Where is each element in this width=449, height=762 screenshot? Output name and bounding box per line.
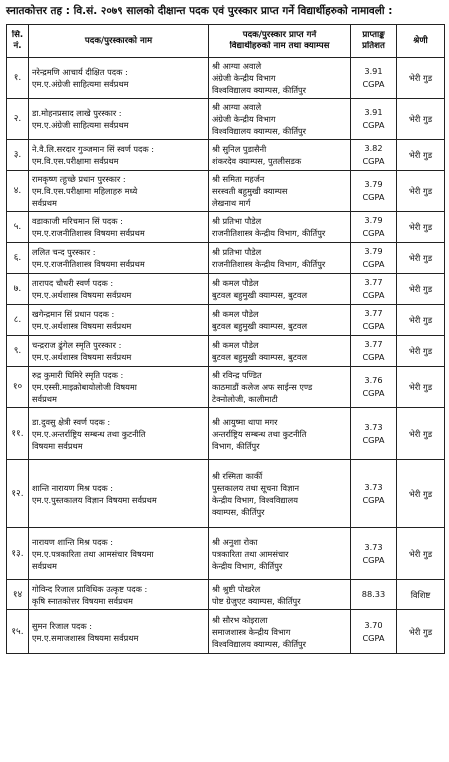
student-line: काठमाडौं कलेज अफ साईन्स एण्ड [212,382,313,392]
award-cell [29,171,209,212]
student-cell [209,212,351,243]
score-cell [351,367,397,408]
student-line: क्याम्पस, कीर्तिपुर [212,506,265,517]
award-line: विषयमा सर्वप्रथम [32,440,83,451]
score-line: CGPA [362,290,385,300]
award-line: तारापद चौधरी स्वर्ण पदक : [32,278,114,288]
award-line: नारायण शान्ति मिश्र पदक : [32,536,114,547]
table-row [7,243,445,274]
awards-table [6,24,445,654]
score-line: CGPA [362,192,385,202]
serial-number-cell: ११. [7,408,29,460]
score-line: 3.73 [364,541,383,552]
grade-cell: विशिष्ट [397,580,445,610]
serial-number-cell: ९. [7,336,29,367]
award-line: ने.वै.लि.सरदार गुञ्जमान सिं स्वर्ण पदक : [32,144,154,154]
award-line: एम.ए.पत्रकारिता तथा आमसंचार विषयमा [32,548,154,559]
award-cell [29,58,209,99]
student-line: सरस्वती बहुमुखी क्याम्पस [212,186,288,196]
score-line: 88.33 [361,589,386,599]
award-line: खगेन्द्रमान सिं प्रधान पदक : [32,309,115,319]
student-cell [209,528,351,580]
header-grade: श्रेणी [397,25,445,58]
award-line: कृषि स्नातकोत्तर विषयमा सर्वप्रथम [32,595,133,606]
award-line: एम.ए.अर्थशास्त्र विषयमा सर्वप्रथम [32,290,132,300]
student-line: श्री अनुशा रोका [212,536,258,547]
award-line: चन्द्रराज ढुंगेल स्मृति पुरस्कार : [32,340,122,350]
table-row [7,460,445,528]
serial-number-cell: ४. [7,171,29,212]
student-line: केन्द्रीय विभाग, कीर्तिपुर [212,560,283,571]
award-cell [29,460,209,528]
student-line: शंकरदेव क्याम्पस, पुतलीसडक [212,156,302,166]
serial-number-cell: ५. [7,212,29,243]
student-line: राजनीतिशास्त्र केन्द्रीय विभाग, कीर्तिपुर [212,259,326,269]
score-line: 3.79 [364,246,383,256]
award-line: एम.एस्सी.माइक्रोबायोलोजी विषयमा [32,382,137,392]
student-line: विश्वविद्यालय क्याम्पस, कीर्तिपुर [212,85,307,95]
score-cell [351,305,397,336]
score-cell [351,140,397,171]
score-line: CGPA [362,259,385,269]
student-line: श्री श्रुष्टी पोखरेल [212,583,261,594]
score-cell [351,336,397,367]
serial-number-cell: ६. [7,243,29,274]
award-line: डा.दुवसु क्षेत्री स्वर्ण पदक : [32,416,111,427]
student-line: श्री कमल पौडेल [212,340,259,350]
grade-cell: भेरी गुड [397,99,445,140]
award-cell [29,212,209,243]
header-award: पदक/पुरस्कारको नाम [29,25,209,58]
student-line: पोष्ट ग्रेजुएट क्याम्पस, कीर्तिपुर [212,595,301,606]
student-cell [209,336,351,367]
award-cell [29,408,209,460]
student-cell [209,367,351,408]
student-line: श्री आयुष्मा थापा मगर [212,416,278,427]
score-cell [351,171,397,212]
student-line: विश्वविद्यालय क्याम्पस, कीर्तिपुर [212,126,307,136]
serial-number-cell: ३. [7,140,29,171]
score-line: CGPA [362,632,385,643]
score-line: 3.79 [364,215,383,225]
award-line: एम.ए.राजनीतिशास्त्र विषयमा सर्वप्रथम [32,228,145,238]
student-line: श्री आग्या अवाले [212,61,262,71]
student-cell [209,580,351,610]
student-line: अन्तर्राष्ट्रिय सम्बन्ध तथा कुटनीति [212,428,307,439]
score-line: CGPA [362,156,385,166]
grade-cell: भेरी गुड [397,336,445,367]
award-cell [29,99,209,140]
student-line: श्री कमल पौडेल [212,309,259,319]
student-line: पत्रकारिता तथा आमसंचार [212,548,289,559]
award-line: गोविन्द रिजाल प्राविधिक उत्कृष्ट पदक : [32,583,148,594]
award-line: सर्वप्रथम [32,560,57,571]
award-line: एम.ए.अंग्रेजी साहित्यमा सर्वप्रथम [32,79,129,89]
student-line: राजनीतिशास्त्र केन्द्रीय विभाग, कीर्तिपुर [212,228,326,238]
serial-number-cell: १३. [7,528,29,580]
score-line: CGPA [362,120,385,130]
award-line: रामकृष्ण त्हुच्छे प्रधान पुरस्कार : [32,174,126,184]
score-line: 3.77 [364,308,383,318]
award-line: सुमन रिजाल पदक : [32,620,93,631]
table-row [7,610,445,654]
award-line: नरेन्द्रमणि आचार्य दीक्षित पदक : [32,67,128,77]
table-row [7,99,445,140]
serial-number-cell: ७. [7,274,29,305]
student-line: श्री सौरभ कोइराला [212,614,268,625]
score-cell [351,580,397,610]
score-cell [351,58,397,99]
award-line: डा.मोहनप्रसाद लाखे पुरस्कार : [32,108,122,118]
award-cell [29,367,209,408]
award-line: एम.ए.राजनीतिशास्त्र विषयमा सर्वप्रथम [32,259,145,269]
student-line: श्री सुनिल पुडासैनी [212,144,267,154]
serial-number-cell: १४ [7,580,29,610]
score-line: 3.77 [364,277,383,287]
student-cell [209,140,351,171]
student-line: श्री प्रतिभा पौडेल [212,247,262,257]
score-cell [351,528,397,580]
student-line: बुटवल बहुमुखी क्याम्पस, बुटवल [212,352,308,362]
student-cell [209,274,351,305]
header-score-line: प्राप्ताङ्क [362,30,385,40]
header-serial-line: नं. [13,41,22,51]
score-line: CGPA [362,434,385,445]
grade-cell: भेरी गुड [397,408,445,460]
grade-cell: भेरी गुड [397,274,445,305]
score-cell [351,408,397,460]
award-line: वडाकाजी मरिचमान सिं पदक : [32,216,123,226]
student-cell [209,610,351,654]
award-cell [29,580,209,610]
award-line: एम.ए.अर्थशास्त्र विषयमा सर्वप्रथम [32,352,132,362]
student-line: श्री रविन्द्र पण्डित [212,370,262,380]
student-line: टेक्नोलोजी, कालीमाटी [212,394,278,404]
table-row [7,58,445,99]
header-serial-line: सि. [11,30,24,40]
score-line: CGPA [362,352,385,362]
score-cell [351,274,397,305]
award-line: ललित चन्द पुरस्कार : [32,247,96,257]
student-line: बुटवल बहुमुखी क्याम्पस, बुटवल [212,290,308,300]
serial-number-cell: १२. [7,460,29,528]
student-cell [209,408,351,460]
page-title: स्नातकोत्तर तह : वि.सं. २०७९ सालको दीक्षान्त पदक एवं पुरस्कार प्राप्त गर्ने विद्यार्थीहरुको नामावली : [6,5,393,17]
score-cell [351,212,397,243]
score-cell [351,460,397,528]
student-line: केन्द्रीय विभाग, विश्वविद्यालय [212,494,298,505]
score-line: 3.73 [364,421,383,432]
header-student-line: पदक/पुरस्कार प्राप्त गर्ने [242,30,317,40]
student-line: अंग्रेजी केन्द्रीय विभाग [212,114,276,124]
student-line: बुटवल बहुमुखी क्याम्पस, बुटवल [212,321,308,331]
student-cell [209,243,351,274]
student-cell [209,171,351,212]
student-cell [209,58,351,99]
grade-cell: भेरी गुड [397,367,445,408]
score-line: 3.82 [364,143,383,153]
serial-number-cell: १५. [7,610,29,654]
student-line: श्री आग्या अवाले [212,102,262,112]
table-row [7,171,445,212]
award-line: एम.वि.एस.परीक्षामा महिलाहरु मध्ये [32,186,138,196]
table-row [7,408,445,460]
student-line: श्री रस्मिता कार्की [212,470,263,481]
score-line: 3.91 [364,66,383,76]
score-line: CGPA [362,321,385,331]
student-line: पुस्तकालय तथा सूचना विज्ञान [212,482,300,493]
award-cell [29,336,209,367]
student-line: अंग्रेजी केन्द्रीय विभाग [212,73,276,83]
student-cell [209,305,351,336]
table-header-row [7,25,445,58]
student-line: विभाग, कीर्तिपुर [212,440,260,451]
award-line: सर्वप्रथम [32,198,57,208]
grade-cell: भेरी गुड [397,243,445,274]
award-cell [29,305,209,336]
award-cell [29,274,209,305]
student-line: लेखनाथ मार्ग [212,198,251,208]
score-line: CGPA [362,554,385,565]
award-line: सर्वप्रथम [32,394,57,404]
serial-number-cell: ८. [7,305,29,336]
table-row [7,367,445,408]
score-line: CGPA [362,228,385,238]
award-line: एम.ए.अंग्रेजी साहित्यमा सर्वप्रथम [32,120,129,130]
grade-cell: भेरी गुड [397,140,445,171]
student-cell [209,99,351,140]
student-line: समाजशास्त्र केन्द्रीय विभाग [212,626,291,637]
grade-cell: भेरी गुड [397,610,445,654]
score-cell [351,99,397,140]
header-student [209,25,351,58]
score-line: 3.73 [364,481,383,492]
table-row [7,140,445,171]
header-score [351,25,397,58]
student-line: श्री प्रतिभा पौडेल [212,216,262,226]
award-line: एम.ए.अन्तर्राष्ट्रिय सम्बन्ध तथा कुटनीति [32,428,146,439]
serial-number-cell: २. [7,99,29,140]
student-line: विश्वविद्यालय क्याम्पस, कीर्तिपुर [212,638,307,649]
award-line: एम.वि.एस.परीक्षामा सर्वप्रथम [32,156,119,166]
grade-cell: भेरी गुड [397,212,445,243]
award-line: रुद्र कुमारी घिमिरे स्मृति पदक : [32,370,124,380]
award-cell [29,140,209,171]
table-row [7,528,445,580]
score-line: 3.70 [364,619,383,630]
grade-cell: भेरी गुड [397,460,445,528]
score-line: CGPA [362,494,385,505]
grade-cell: भेरी गुड [397,528,445,580]
score-cell [351,243,397,274]
score-line: CGPA [362,79,385,89]
table-row [7,336,445,367]
score-cell [351,610,397,654]
table-row [7,580,445,610]
score-line: 3.77 [364,339,383,349]
grade-cell: भेरी गुड [397,171,445,212]
student-line: श्री कमल पौडेल [212,278,259,288]
score-line: 3.76 [364,375,383,385]
serial-number-cell: १० [7,367,29,408]
serial-number-cell: १. [7,58,29,99]
grade-cell: भेरी गुड [397,58,445,99]
score-line: CGPA [362,388,385,398]
student-line: श्री समिता महर्जन [212,174,265,184]
award-line: एम.ए.समाजशास्त्र विषयमा सर्वप्रथम [32,632,139,643]
award-line: एम.ए.पुस्तकालय विज्ञान विषयमा सर्वप्रथम [32,494,157,505]
award-cell [29,528,209,580]
header-serial [7,25,29,58]
student-cell [209,460,351,528]
table-row [7,305,445,336]
award-line: एम.ए.अर्थशास्त्र विषयमा सर्वप्रथम [32,321,132,331]
table-row [7,212,445,243]
header-score-line: प्रतिशत [362,41,385,51]
score-line: 3.91 [364,107,383,117]
grade-cell: भेरी गुड [397,305,445,336]
score-line: 3.79 [364,179,383,189]
award-cell [29,610,209,654]
table-row [7,274,445,305]
header-student-line: विद्यार्थीहरुको नाम तथा क्याम्पस [229,41,330,51]
award-line: शान्ति नारायण मिश्र पदक : [32,482,114,493]
award-cell [29,243,209,274]
